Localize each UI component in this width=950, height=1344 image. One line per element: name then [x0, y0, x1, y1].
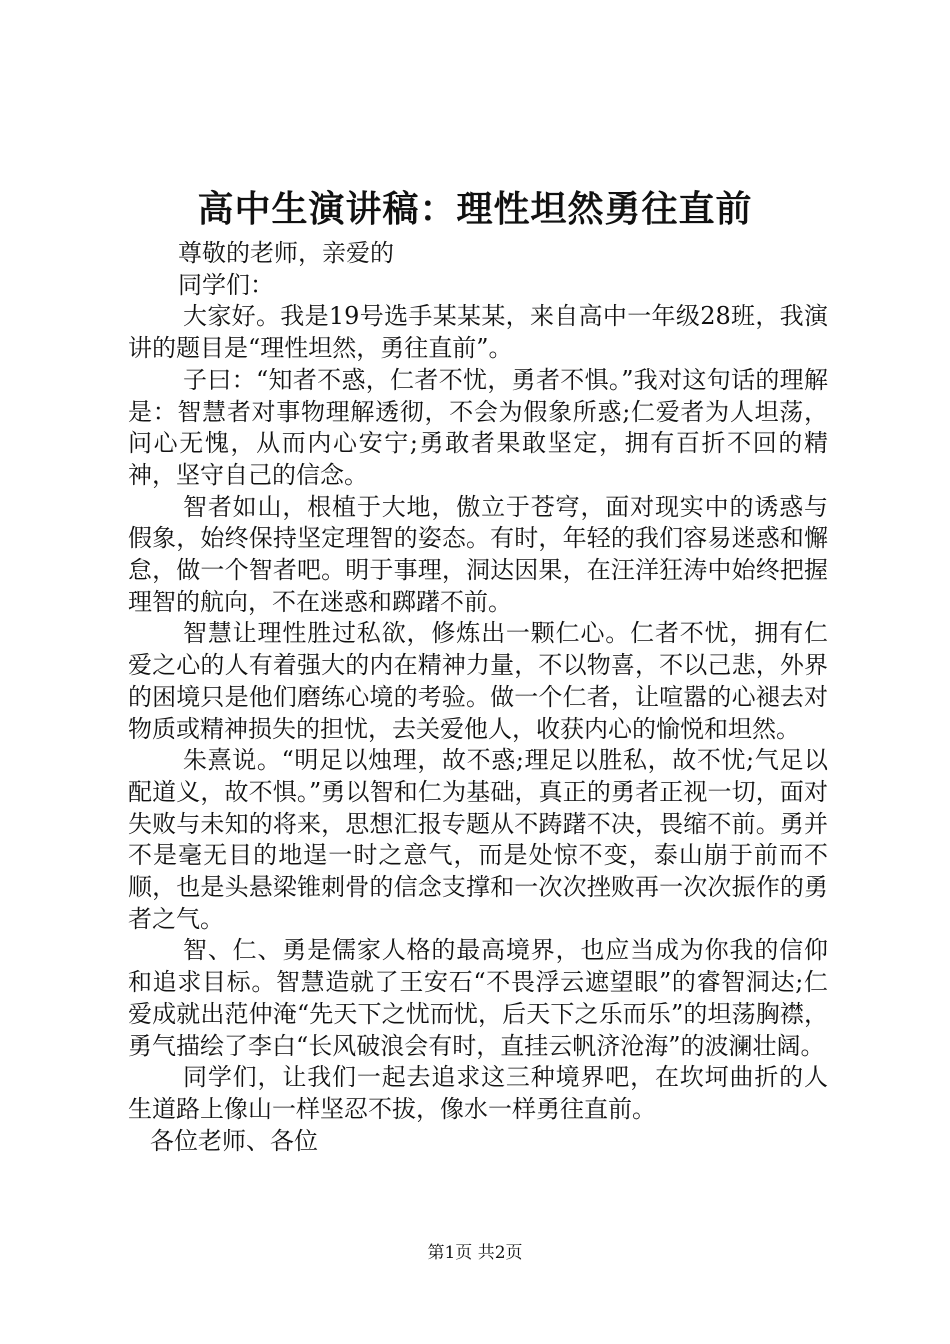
- speech-paragraph: 同学们，让我们一起去追求这三种境界吧，在坎坷曲折的人生道路上像山一样坚忍不拔，像水一样勇往直前。: [128, 1063, 828, 1123]
- speech-paragraph: 朱熹说。“明足以烛理，故不惑;理足以胜私，故不忧;气足以配道义，故不惧。”勇以智和仁为基础，真正的勇者正视一切，面对失败与未知的将来，思想汇报专题从不踌躇不决，畏缩不前。勇并不是毫无目的地逞一时之意气，而是处惊不变，泰山崩于前而不顺，也是头悬梁锥刺骨的信念支撑和一次次挫败再一次次振作的勇者之气。: [128, 746, 828, 933]
- closing-line: 各位老师、各位: [150, 1126, 318, 1155]
- speech-paragraph: 子曰：“知者不惑，仁者不忧，勇者不惧。”我对这句话的理解是：智慧者对事物理解透彻，不会为假象所惑;仁爱者为人坦荡，问心无愧，从而内心安宁;勇敢者果敢坚定，拥有百折不回的精神，坚守自己的信念。: [128, 365, 828, 489]
- speech-body: [128, 238, 828, 1157]
- speech-paragraph: 智慧让理性胜过私欲，修炼出一颗仁心。仁者不忧，拥有仁爱之心的人有着强大的内在精神力量，不以物喜，不以己悲，外界的困境只是他们磨练心境的考验。做一个仁者，让喧嚣的心褪去对物质或精神损失的担忧，去关爱他人，收获内心的愉悦和坦然。: [128, 619, 828, 743]
- greeting-line: 同学们：: [178, 270, 274, 299]
- speech-paragraph: 智、仁、勇是儒家人格的最高境界，也应当成为你我的信仰和追求目标。智慧造就了王安石“不畏浮云遮望眼”的睿智洞达;仁爱成就出范仲淹“先天下之忧而忧，后天下之乐而乐”的坦荡胸襟，勇气描绘了李白“长风破浪会有时，直挂云帆济沧海”的波澜壮阔。: [128, 936, 828, 1060]
- greeting-line: 尊敬的老师，亲爱的: [178, 239, 394, 267]
- document-title: 高中生演讲稿：理性坦然勇往直前: [197, 188, 753, 230]
- page-number-footer: 第1页 共2页: [427, 1243, 523, 1263]
- speech-paragraph: 智者如山，根植于大地，傲立于苍穹，面对现实中的诱惑与假象，始终保持坚定理智的姿态。有时，年轻的我们容易迷惑和懈怠，做一个智者吧。明于事理，洞达因果，在汪洋狂涛中始终把握理智的航向，不在迷惑和踯躇不前。: [128, 492, 828, 616]
- speech-paragraph: 大家好。我是19号选手某某某，来自高中一年级28班，我演讲的题目是“理性坦然，勇往直前”。: [128, 302, 828, 363]
